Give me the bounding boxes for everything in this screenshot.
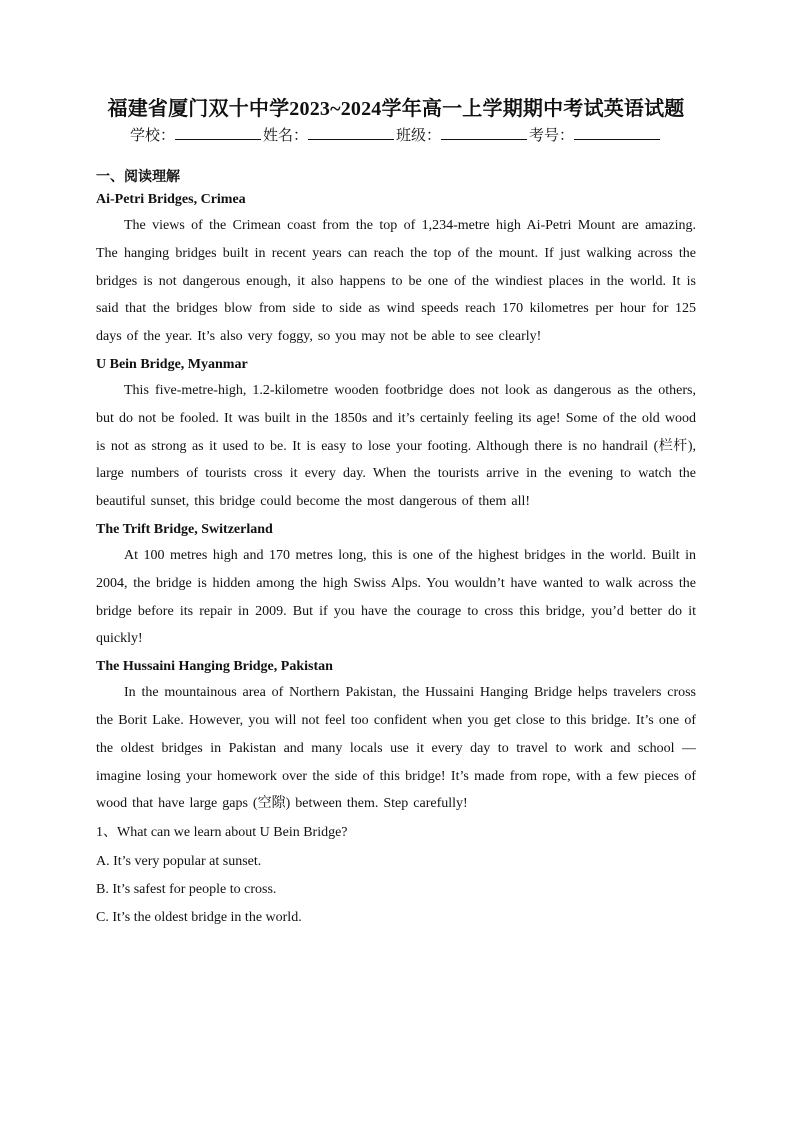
class-blank [441,124,527,140]
section-heading: 一、阅读理解 [96,170,180,185]
exam-title: 福建省厦门双十中学2023~2024学年高一上学期期中考试英语试题 [107,98,685,120]
exam-number-label: 考号： [529,128,575,144]
class-label: 班级： [396,128,442,144]
passage-text: The views of the Crimean coast from the top of 1,234-metre high Ai-Petri Mount are amazing. The hanging bridges built in recent years can reach the top of the mount. If just walking across the bridges is not dangerous enough, it also happens to be one of the windiest places in the world. It is said that the bridges blow from side to side as wind speeds reach 170 kilometres per hour for 125 days of the year. It’s also very foggy, so you may not be able to see clearly! [96,218,696,345]
passage-u-bein [96,353,696,516]
passage-title: Ai-Petri Bridges, Crimea [96,192,246,207]
passage-title: U Bein Bridge, Myanmar [96,356,248,372]
passage-text: In the mountainous area of Northern Pakistan, the Hussaini Hanging Bridge helps travelers cross the Borit Lake. However, you will not feel too confident when you get close to this bridge. It’s one of the oldest bridges in Pakistan and many locals use it every day to travel to work and school — imagine losing your homework over the side of this bridge! It’s made from rope, with a few pieces of wood that have large gaps (空隙) between them. Step carefully! [96,685,696,812]
passage-text: This five-metre-high, 1.2-kilometre wooden footbridge does not look as dangerous as the others, but do not be fooled. It was built in the 1850s and it’s certainly feeling its age! Some of the old wood is not as strong as it used to be. It is easy to lose your footing. Although there is no handrail (栏杆), large numbers of tourists cross it every day. When the tourists arrive in the evening to watch the beautiful sunset, this bridge could become the most dangerous of them all! [96,382,696,510]
question-1 [96,820,696,932]
passage-text: At 100 metres high and 170 metres long, this is one of the highest bridges in the world. Built in 2004, the bridge is hidden among the high Swiss Alps. You wouldn’t have wanted to walk across the bridge before its repair in 2009. But if you have the courage to cross this bridge, you’d better do it quickly! [96,547,696,647]
option-b: B. It’s safest for people to cross. [96,882,277,898]
school-blank [175,124,261,140]
student-info-line [96,124,696,148]
passage-title: The Hussaini Hanging Bridge, Pakistan [96,659,333,675]
passage-ai-petri [96,188,696,351]
option-a: A. It’s very popular at sunset. [96,854,262,870]
passage-hussaini [96,655,696,818]
passage-title: The Trift Bridge, Switzerland [96,521,273,537]
school-label: 学校： [129,128,175,144]
passage-trift [96,518,696,653]
name-blank [308,124,394,140]
name-label: 姓名： [262,128,308,144]
exam-page [96,94,696,932]
option-c: C. It’s the oldest bridge in the world. [96,910,302,926]
exam-number-blank [574,124,660,140]
question-stem: 1、What can we learn about U Bein Bridge? [96,825,348,841]
